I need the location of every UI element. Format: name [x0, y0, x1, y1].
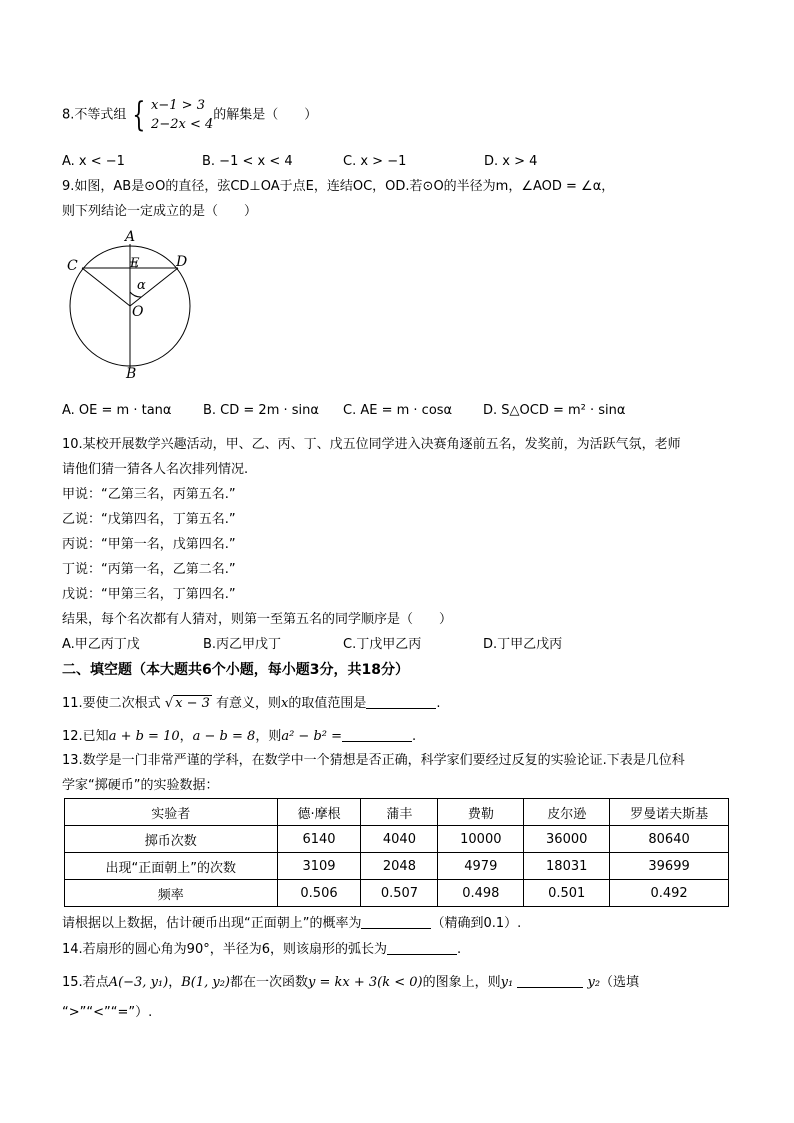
- table-cell: 4040: [361, 826, 438, 853]
- table-row: [65, 853, 729, 880]
- q10-statement-4: 丁说：“丙第一名，乙第二名.”: [62, 562, 236, 577]
- radicand: x − 3: [175, 696, 210, 711]
- question-15: [62, 973, 639, 992]
- table-cell: 39699: [610, 853, 729, 880]
- point-a: A(−3, y₁): [108, 975, 169, 990]
- q10-statement-1: 甲说：“乙第三名，丙第五名.”: [62, 487, 236, 502]
- q8-prefix: 8.不等式组: [62, 107, 127, 123]
- q13-after-suffix: （精确到0.1）.: [431, 916, 522, 931]
- label-d: D: [176, 254, 188, 270]
- q9-option-c: C. AE = m · cosα: [343, 403, 453, 418]
- q14-answer-blank[interactable]: [387, 940, 457, 955]
- table-cell: 3109: [277, 853, 361, 880]
- table-header-cell: 蒲丰: [361, 799, 438, 826]
- label-e: E: [130, 256, 140, 271]
- q9-option-a: A. OE = m · tanα: [62, 403, 172, 418]
- q15-prefix: 15.若点: [62, 975, 109, 990]
- label-b: B: [126, 366, 137, 382]
- table-cell: 0.492: [610, 880, 729, 907]
- table-cell: 掷币次数: [65, 826, 278, 853]
- q11-middle: 有意义，则: [216, 696, 282, 711]
- q12-answer-blank[interactable]: [342, 727, 412, 742]
- q10-line-1: 10.某校开展数学兴趣活动，甲、乙、丙、丁、戊五位同学进入决赛角逐前五名，发奖前，为活跃气氛，老师: [62, 437, 681, 452]
- label-c: C: [67, 258, 78, 274]
- q10-option-c: C.丁戊甲乙丙: [343, 637, 422, 652]
- q8-option-c: C. x > −1: [343, 154, 407, 169]
- q14-end: .: [457, 942, 462, 957]
- q10-statement-5: 戊说：“甲第三名，丁第四名.”: [62, 587, 236, 602]
- q8-suffix: 的解集是（ ）: [213, 107, 318, 123]
- table-row: [65, 880, 729, 907]
- q10-option-d: D.丁甲乙戊丙: [483, 637, 563, 652]
- inequality-2: 2−2x < 4: [151, 117, 214, 132]
- q11-prefix: 11.要使二次根式: [62, 696, 161, 711]
- q11-var: x: [281, 696, 289, 711]
- q10-option-b: B.丙乙甲戊丁: [203, 637, 282, 652]
- question-11: [62, 694, 441, 713]
- q8-option-b: B. −1 < x < 4: [202, 154, 293, 169]
- q10-result: 结果，每个名次都有人猜对，则第一至第五名的同学顺序是（ ）: [62, 612, 453, 627]
- q9-option-d: D. S△OCD = m² · sinα: [483, 403, 626, 418]
- sqrt-expression: √ x − 3: [164, 696, 210, 711]
- q10-statement-3: 丙说：“甲第一名，戊第四名.”: [62, 537, 236, 552]
- table-cell: 频率: [65, 880, 278, 907]
- label-a: A: [125, 229, 136, 245]
- table-cell: 36000: [524, 826, 610, 853]
- q12-end: .: [412, 729, 417, 744]
- table-header-cell: 罗曼诺夫斯基: [610, 799, 729, 826]
- q8-option-d: D. x > 4: [484, 154, 538, 169]
- table-cell: 10000: [438, 826, 524, 853]
- question-8: [62, 96, 317, 134]
- q15-line-2: “>”“<”“=”）.: [62, 1005, 153, 1020]
- q15-middle: 都在一次函数: [230, 975, 309, 990]
- q13-after-prefix: 请根据以上数据，估计硬币出现“正面朝上”的概率为: [62, 916, 362, 931]
- inequality-1: x−1 > 3: [151, 98, 205, 113]
- table-cell: 0.498: [438, 880, 524, 907]
- table-cell: 出现“正面朝上”的次数: [65, 853, 278, 880]
- point-b: B(1, y₂): [181, 975, 231, 990]
- table-cell: 4979: [438, 853, 524, 880]
- q12-eq2: a − b = 8: [192, 729, 256, 744]
- q15-y1: y₁: [500, 975, 514, 990]
- label-o: O: [132, 304, 144, 320]
- q9-option-b: B. CD = 2m · sinα: [203, 403, 319, 418]
- q12-sep: ，: [179, 729, 193, 744]
- q12-prefix: 12.已知: [62, 729, 109, 744]
- q10-statement-2: 乙说：“戊第四名，丁第五名.”: [62, 512, 236, 527]
- table-cell: 0.506: [277, 880, 361, 907]
- table-cell: 18031: [524, 853, 610, 880]
- table-cell: 6140: [277, 826, 361, 853]
- q11-answer-blank[interactable]: [366, 694, 436, 709]
- q15-answer-blank[interactable]: [517, 973, 583, 988]
- system-brace: {: [132, 95, 146, 135]
- circle-figure: [60, 226, 200, 386]
- q15-sep: ，: [168, 975, 182, 990]
- q15-middle2: 的图象上，则: [422, 975, 501, 990]
- q10-option-a: A.甲乙丙丁戊: [62, 637, 140, 652]
- table-header-row: [65, 799, 729, 826]
- q13-line-1: 13.数学是一门非常严谨的学科，在数学中一个猜想是否正确，科学家们要经过反复的实验论证.下表是几位科: [62, 753, 685, 768]
- q14-prefix: 14.若扇形的圆心角为90°，半径为6，则该扇形的弧长为: [62, 942, 387, 957]
- q12-expr: a² − b² =: [281, 729, 343, 744]
- table-row: [65, 826, 729, 853]
- section-2-title: 二、填空题（本大题共6个小题，每小题3分，共18分）: [62, 662, 409, 678]
- q9-line-1: 9.如图，AB是⊙O的直径，弦CD⊥OA于点E，连结OC，OD.若⊙O的半径为m，∠AOD = ∠α，: [62, 179, 615, 194]
- q13-answer-line: [62, 914, 521, 933]
- q12-middle: ，则: [255, 729, 282, 744]
- linear-function: y = kx + 3(k < 0): [308, 975, 423, 990]
- inequality-system: [151, 96, 213, 134]
- q13-answer-blank[interactable]: [361, 914, 431, 929]
- table-header-cell: 费勒: [438, 799, 524, 826]
- question-14: [62, 940, 461, 959]
- table-header-cell: 皮尔逊: [524, 799, 610, 826]
- table-header-cell: 实验者: [65, 799, 278, 826]
- table-header-cell: 德·摩根: [277, 799, 361, 826]
- q12-eq1: a + b = 10: [108, 729, 180, 744]
- q15-y2: y₂: [587, 975, 601, 990]
- q9-line-2: 则下列结论一定成立的是（ ）: [62, 204, 258, 219]
- label-alpha: α: [137, 278, 146, 293]
- table-cell: 2048: [361, 853, 438, 880]
- q13-line-2: 学家“掷硬币”的实验数据：: [62, 778, 219, 793]
- question-12: [62, 727, 416, 746]
- table-cell: 80640: [610, 826, 729, 853]
- q10-line-2: 请他们猜一猜各人名次排列情况.: [62, 462, 249, 477]
- table-cell: 0.501: [524, 880, 610, 907]
- q8-option-a: A. x < −1: [62, 154, 125, 169]
- q11-end: .: [436, 696, 441, 711]
- coin-toss-table: [64, 798, 729, 907]
- table-cell: 0.507: [361, 880, 438, 907]
- segment-oc: [82, 268, 130, 306]
- q11-suffix: 的取值范围是: [288, 696, 367, 711]
- q15-suffix: （选填: [600, 975, 640, 990]
